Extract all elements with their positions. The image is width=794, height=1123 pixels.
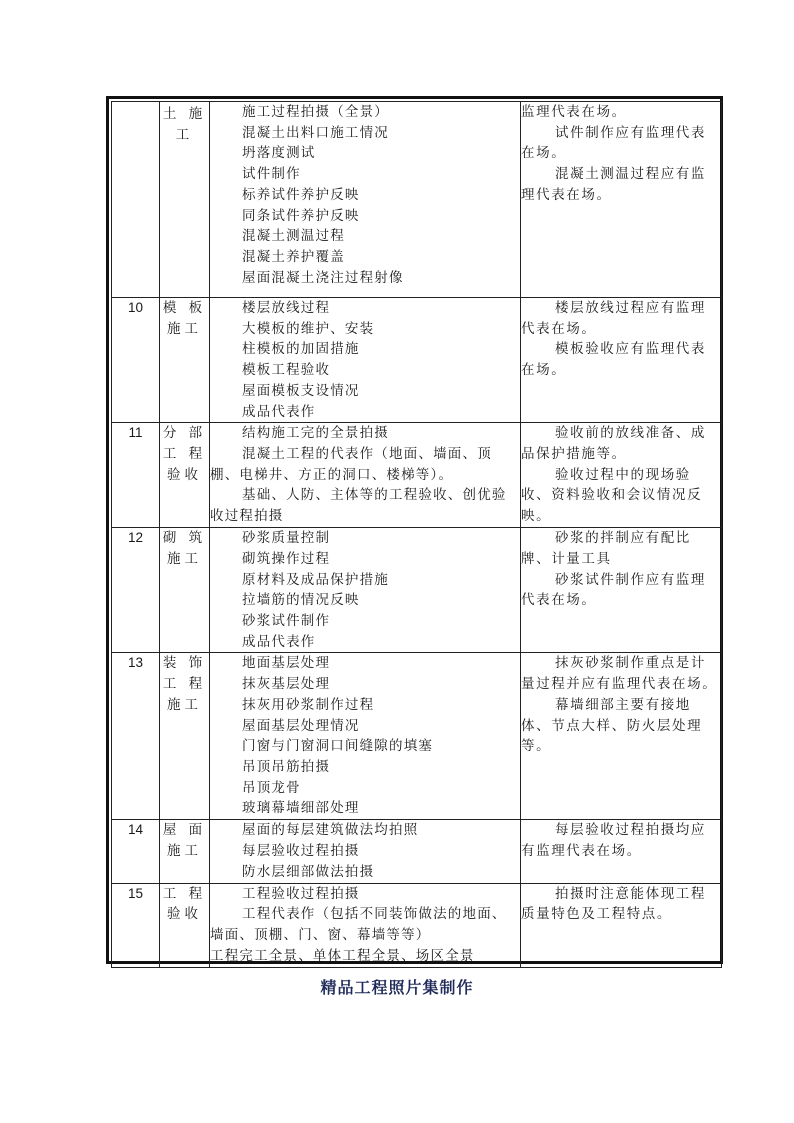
- table-grid: [111, 101, 722, 968]
- table-row: [112, 820, 722, 883]
- list-item: 砌筑操作过程: [242, 550, 331, 567]
- list-item: 抹灰用砂浆制作过程: [242, 696, 375, 713]
- row-items: [210, 820, 521, 883]
- note-paragraph: 抹灰砂浆制作重点是计量过程并应有监理代表在场。: [521, 655, 718, 693]
- note-paragraph: 拍摄时注意能体现工程质量特色及工程特点。: [521, 885, 706, 923]
- row-notes: [521, 653, 722, 820]
- list-item: 门窗与门窗洞口间缝隙的填塞: [242, 738, 434, 755]
- row-number: 10: [112, 298, 160, 423]
- list-item: [210, 444, 520, 485]
- row-notes: [521, 102, 722, 298]
- row-category: 屋 面 施工: [160, 820, 210, 883]
- list-item: 混凝土测温过程: [242, 228, 345, 245]
- note-paragraph: 模板验收应有监理代表在场。: [521, 341, 706, 379]
- row-items: [210, 883, 521, 967]
- list-item: 拉墙筋的情况反映: [242, 592, 360, 609]
- list-item: 砂浆质量控制: [242, 530, 331, 547]
- row-notes: [521, 528, 722, 653]
- list-item: 成品代表作: [242, 403, 316, 420]
- row-number: [112, 102, 160, 298]
- table-row: [112, 102, 722, 298]
- row-number: 13: [112, 653, 160, 820]
- row-category: 装 饰 工 程 施工: [160, 653, 210, 820]
- list-item: 屋面的每层建筑做法均拍照: [242, 822, 419, 839]
- row-category: 分 部 工 程 验收: [160, 423, 210, 528]
- list-item: 试件制作: [242, 166, 301, 183]
- note-paragraph: 砂浆的拌制应有配比牌、计量工具: [521, 530, 691, 567]
- list-item: 吊顶吊筋拍摄: [242, 758, 331, 775]
- list-item: 屋面基层处理情况: [242, 717, 360, 734]
- row-items: [210, 298, 521, 423]
- row-notes: [521, 298, 722, 423]
- row-notes: [521, 423, 722, 528]
- list-item: 玻璃幕墙细部处理: [242, 800, 360, 817]
- note-paragraph: 试件制作应有监理代表在场。: [521, 124, 706, 162]
- list-item: 每层验收过程拍摄: [242, 843, 360, 860]
- list-item: 施工过程拍摄（全景）: [242, 104, 389, 120]
- list-item: 柱模板的加固措施: [242, 341, 360, 358]
- table-row: [112, 883, 722, 967]
- note-paragraph: 幕墙细部主要有接地体、节点大样、防火层处理等。: [521, 696, 703, 755]
- list-item: 坍落度测试: [242, 145, 316, 162]
- list-item: 屋面模板支设情况: [242, 382, 360, 399]
- list-item: 工程完工全景、单体工程全景、场区全景: [210, 947, 475, 964]
- note-paragraph: 验收过程中的现场验收、资料验收和会议情况反映。: [521, 466, 703, 525]
- row-category: 砌 筑 施工: [160, 528, 210, 653]
- construction-photo-table: [106, 96, 723, 964]
- list-item: 同条试件养护反映: [242, 207, 360, 224]
- row-number: 14: [112, 820, 160, 883]
- row-notes: [521, 883, 722, 967]
- list-item-text: 工程代表作（包括不同装饰做法的地面、墙面、顶棚、门、窗、幕墙等等）: [210, 906, 507, 943]
- note-paragraph: 验收前的放线准备、成品保护措施等。: [521, 425, 706, 462]
- row-items: [210, 528, 521, 653]
- table-row: [112, 423, 722, 528]
- list-item-text: 混凝土工程的代表作（地面、墙面、顶棚、电梯井、方正的洞口、楼梯等）。: [210, 445, 492, 483]
- note-paragraph: 砂浆试件制作应有监理代表在场。: [521, 571, 706, 609]
- row-number: 11: [112, 423, 160, 528]
- row-category: 模 板 施工: [160, 298, 210, 423]
- table-row: [112, 653, 722, 820]
- row-items: [210, 102, 521, 298]
- list-item: 地面基层处理: [242, 655, 331, 672]
- note-paragraph: 楼层放线过程应有监理代表在场。: [521, 300, 706, 337]
- table-row: [112, 528, 722, 653]
- list-item: 砂浆试件制作: [242, 613, 331, 630]
- list-item: 屋面混凝土浇注过程射像: [242, 269, 404, 286]
- list-item: [210, 904, 520, 945]
- list-item: 结构施工完的全景拍摄: [242, 425, 389, 442]
- list-item: 工程验收过程拍摄: [242, 885, 360, 902]
- list-item: [210, 485, 520, 526]
- note-paragraph: 混凝土测温过程应有监理代表在场。: [521, 166, 706, 203]
- list-item: 标养试件养护反映: [242, 186, 360, 203]
- row-notes: [521, 820, 722, 883]
- note-paragraph: 每层验收过程拍摄均应有监理代表在场。: [521, 822, 706, 860]
- list-item-text: 基础、人防、主体等的工程验收、创优验收过程拍摄: [210, 487, 507, 525]
- list-item: 吊顶龙骨: [242, 779, 301, 796]
- list-item: 楼层放线过程: [242, 300, 331, 316]
- row-items: [210, 423, 521, 528]
- row-items: [210, 653, 521, 820]
- list-item: 混凝土养护覆盖: [242, 248, 345, 265]
- list-item: 大模板的维护、安装: [242, 320, 375, 337]
- section-caption: 精品工程照片集制作: [320, 978, 474, 997]
- table-row: [112, 298, 722, 423]
- row-number: 15: [112, 883, 160, 967]
- row-number: 12: [112, 528, 160, 653]
- list-item: 原材料及成品保护措施: [242, 571, 389, 588]
- list-item: 混凝土出料口施工情况: [242, 124, 389, 141]
- note-paragraph: 监理代表在场。: [521, 104, 627, 120]
- row-category: 土 施 工: [160, 102, 210, 298]
- row-category: 工 程 验收: [160, 883, 210, 967]
- list-item: 抹灰基层处理: [242, 676, 331, 693]
- list-item: 成品代表作: [242, 633, 316, 650]
- list-item: 防水层细部做法拍摄: [242, 863, 375, 880]
- list-item: 模板工程验收: [242, 362, 331, 379]
